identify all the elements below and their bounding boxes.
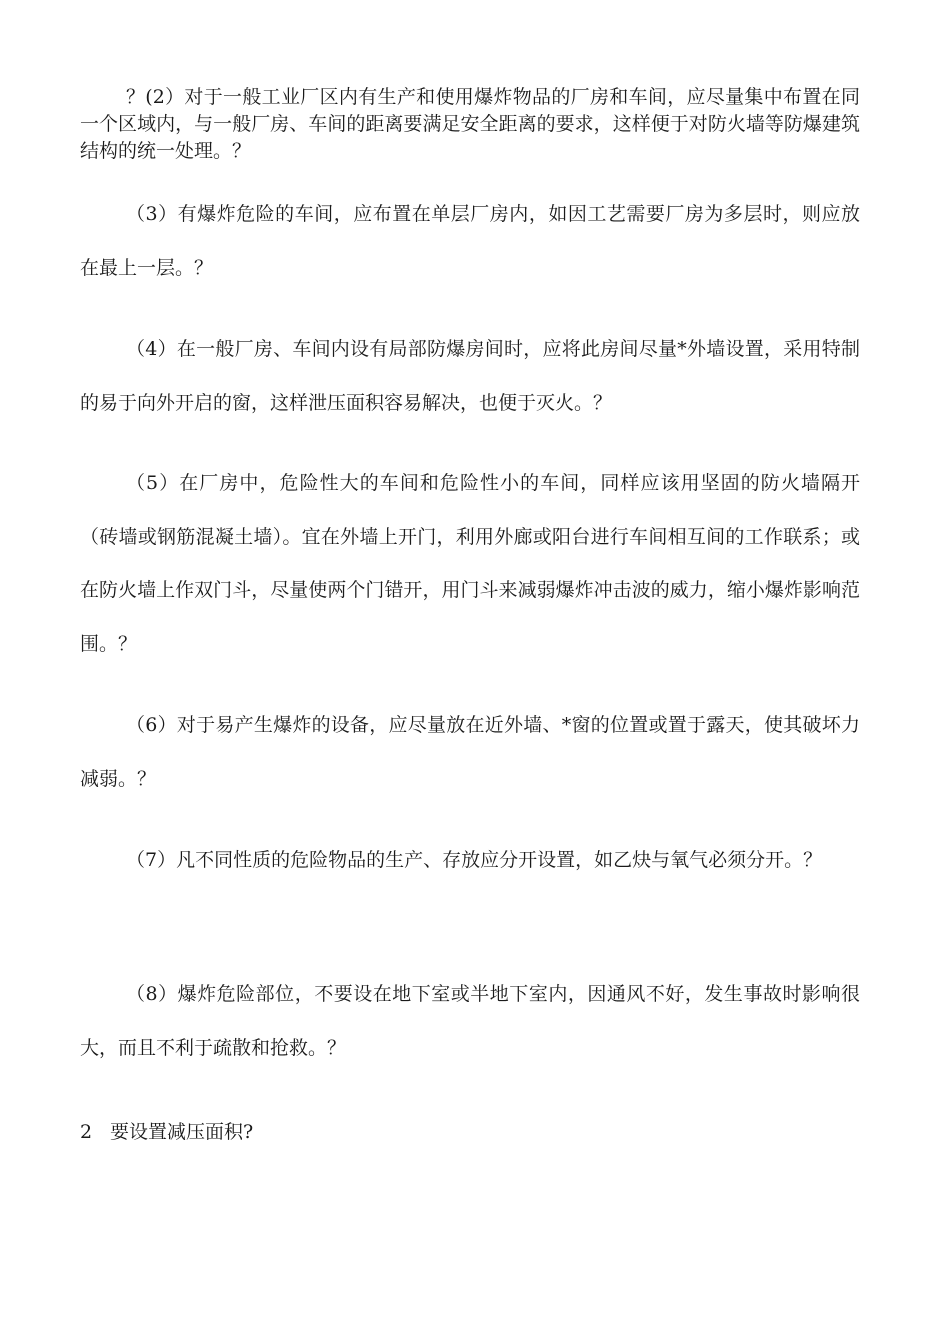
paragraph-item-3: （3）有爆炸危险的车间，应布置在单层厂房内，如因工艺需要厂房为多层时，则应放在最上一层。？ [80,203,860,279]
paragraph-item-7: （7）凡不同性质的危险物品的生产、存放应分开设置，如乙炔与氧气必须分开。？ [126,849,823,871]
paragraph-item-2: ？(2）对于一般工业厂区内有生产和使用爆炸物品的厂房和车间，应尽量集中布置在同一个区域内，与一般厂房、车间的距离要满足安全距离的要求，这样便于对防火墙等防爆建筑结构的统一处理。？ [80,86,860,162]
section-heading-number: 2 [80,1121,93,1143]
paragraph-item-5: （5）在厂房中，危险性大的车间和危险性小的车间，同样应该用坚固的防火墙隔开（砖墙或钢筋混凝土墙）。宜在外墙上开门，利用外廊或阳台进行车间相互间的工作联系；或在防火墙上作双门斗，尽量使两个门错开，用门斗来减弱爆炸冲击波的威力，缩小爆炸影响范围。？ [80,472,860,655]
paragraph-item-4: （4）在一般厂房、车间内设有局部防爆房间时，应将此房间尽量*外墙设置，采用特制的易于向外开启的窗，这样泄压面积容易解决，也便于灭火。？ [80,338,860,414]
section-heading-text: 要设置减压面积? [110,1121,254,1143]
paragraph-item-6: （6）对于易产生爆炸的设备，应尽量放在近外墙、*窗的位置或置于露天，使其破坏力减弱。？ [80,714,860,790]
paragraph-item-8: （8）爆炸危险部位，不要设在地下室或半地下室内，因通风不好，发生事故时影响很大，而且不利于疏散和抢救。？ [80,983,860,1059]
section-heading [80,1119,860,1146]
